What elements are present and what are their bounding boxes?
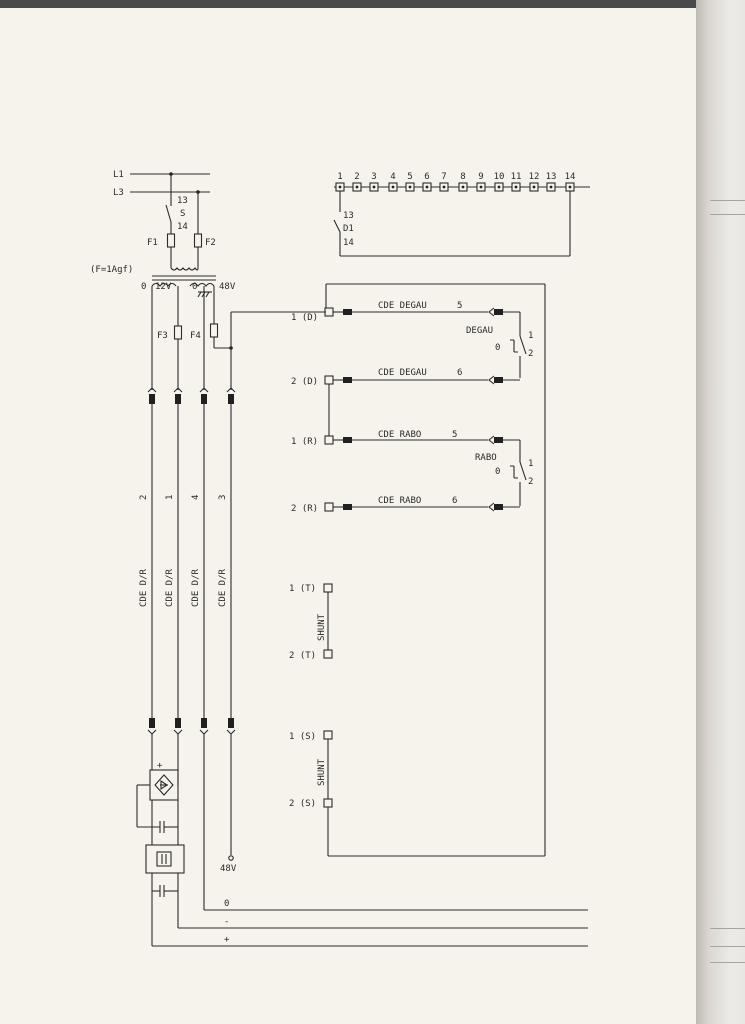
cde-rabo-bot: CDE RABO bbox=[378, 496, 422, 506]
terminal-number-11: 11 bbox=[510, 172, 522, 182]
bridge-plus: + bbox=[157, 761, 163, 771]
terminal-screw-8 bbox=[462, 186, 465, 189]
trafo-12v: 12V bbox=[155, 282, 172, 292]
terminal-screw-12 bbox=[533, 186, 536, 189]
terminal-screw-11 bbox=[515, 186, 518, 189]
trafo-0-a: 0 bbox=[141, 282, 147, 292]
terminal-number-14: 14 bbox=[564, 172, 576, 182]
terminal-screw-4 bbox=[392, 186, 395, 189]
cable-4-label: CDE D/R bbox=[218, 569, 228, 607]
cde-rabo-bot-n: 6 bbox=[452, 496, 458, 506]
switch-14: 14 bbox=[177, 222, 188, 232]
supply-lines bbox=[113, 170, 210, 198]
terminal-number-4: 4 bbox=[390, 172, 396, 182]
trafo-48v: 48V bbox=[219, 282, 236, 292]
cde-degau-top-n: 5 bbox=[457, 301, 463, 311]
degau-switch-label: DEGAU bbox=[466, 326, 494, 336]
terminal-screw-1 bbox=[339, 186, 342, 189]
cable-2-label: CDE D/R bbox=[165, 569, 175, 607]
conn-1t: 1 (T) bbox=[289, 584, 317, 594]
rabo-switch-label: RABO bbox=[475, 453, 497, 463]
terminal-screw-13 bbox=[550, 186, 553, 189]
cde-degau-bot: CDE DEGAU bbox=[378, 368, 427, 378]
connector-column bbox=[289, 301, 533, 809]
terminal-number-1: 1 bbox=[337, 172, 343, 182]
cable-bundle bbox=[139, 388, 235, 734]
terminal-number-6: 6 bbox=[424, 172, 430, 182]
terminal-screw-6 bbox=[426, 186, 429, 189]
transformer bbox=[141, 268, 236, 390]
output-minus: - bbox=[224, 917, 230, 927]
conn-1s: 1 (S) bbox=[289, 732, 317, 742]
rabo-1: 1 bbox=[528, 459, 534, 469]
degau-1: 1 bbox=[528, 331, 534, 341]
conn-2t: 2 (T) bbox=[289, 651, 317, 661]
cable-1-number: 2 bbox=[139, 494, 149, 500]
label-l3: L3 bbox=[113, 188, 124, 198]
conn-2r: 2 (R) bbox=[291, 504, 319, 514]
switch-s: S bbox=[180, 209, 186, 219]
right-bus bbox=[326, 284, 545, 856]
cable-4-number: 3 bbox=[218, 494, 228, 500]
terminal-number-7: 7 bbox=[441, 172, 447, 182]
cable-3-label: CDE D/R bbox=[191, 569, 201, 607]
fuse-f2: F2 bbox=[205, 238, 216, 248]
fuse-rating: (F=1Agf) bbox=[90, 265, 134, 275]
d1-14: 14 bbox=[343, 238, 354, 248]
rabo-0: 0 bbox=[495, 467, 501, 477]
fuse-f3: F3 bbox=[157, 331, 168, 341]
conn-2d: 2 (D) bbox=[291, 377, 319, 387]
terminal-screw-5 bbox=[409, 186, 412, 189]
contact-d1 bbox=[334, 191, 570, 256]
cde-degau-bot-n: 6 bbox=[457, 368, 463, 378]
terminal-number-13: 13 bbox=[545, 172, 557, 182]
rabo-2: 2 bbox=[528, 477, 534, 487]
conn-2s: 2 (S) bbox=[289, 799, 317, 809]
terminal-screw-9 bbox=[480, 186, 483, 189]
rectifier-section bbox=[137, 734, 588, 946]
cable-2-number: 1 bbox=[165, 494, 175, 500]
terminal-number-2: 2 bbox=[354, 172, 360, 182]
output-0: 0 bbox=[224, 899, 230, 909]
cde-degau-top: CDE DEGAU bbox=[378, 301, 427, 311]
switch-13: 13 bbox=[177, 196, 188, 206]
degau-0: 0 bbox=[495, 343, 501, 353]
shunt-t-label: SHUNT bbox=[317, 613, 327, 641]
terminal-screw-2 bbox=[356, 186, 359, 189]
fuses-f1-f2 bbox=[90, 234, 216, 275]
cde-rabo-top-n: 5 bbox=[452, 430, 458, 440]
d1-13: 13 bbox=[343, 211, 354, 221]
terminal-number-8: 8 bbox=[460, 172, 466, 182]
fuse-f1: F1 bbox=[147, 238, 158, 248]
terminal-strip bbox=[334, 172, 590, 191]
terminal-screw-10 bbox=[498, 186, 501, 189]
cde-rabo-top: CDE RABO bbox=[378, 430, 422, 440]
terminal-number-9: 9 bbox=[478, 172, 484, 182]
output-plus: + bbox=[224, 935, 230, 945]
terminal-screw-3 bbox=[373, 186, 376, 189]
terminal-screw-14 bbox=[569, 186, 572, 189]
trafo-0-b: 0 bbox=[192, 282, 198, 292]
degau-2: 2 bbox=[528, 349, 534, 359]
cable-3-number: 4 bbox=[191, 494, 201, 500]
conn-1d: 1 (D) bbox=[291, 313, 319, 323]
terminal-number-12: 12 bbox=[528, 172, 540, 182]
label-l1: L1 bbox=[113, 170, 124, 180]
terminal-48v: 48V bbox=[220, 864, 237, 874]
cable-1-label: CDE D/R bbox=[139, 569, 149, 607]
terminal-number-10: 10 bbox=[493, 172, 505, 182]
terminal-number-5: 5 bbox=[407, 172, 413, 182]
main-switch bbox=[166, 174, 198, 234]
conn-1r: 1 (R) bbox=[291, 437, 319, 447]
terminal-number-3: 3 bbox=[371, 172, 377, 182]
terminal-screw-7 bbox=[443, 186, 446, 189]
d1-label: D1 bbox=[343, 224, 354, 234]
fuse-f4: F4 bbox=[190, 331, 201, 341]
shunt-s-label: SHUNT bbox=[317, 758, 327, 786]
